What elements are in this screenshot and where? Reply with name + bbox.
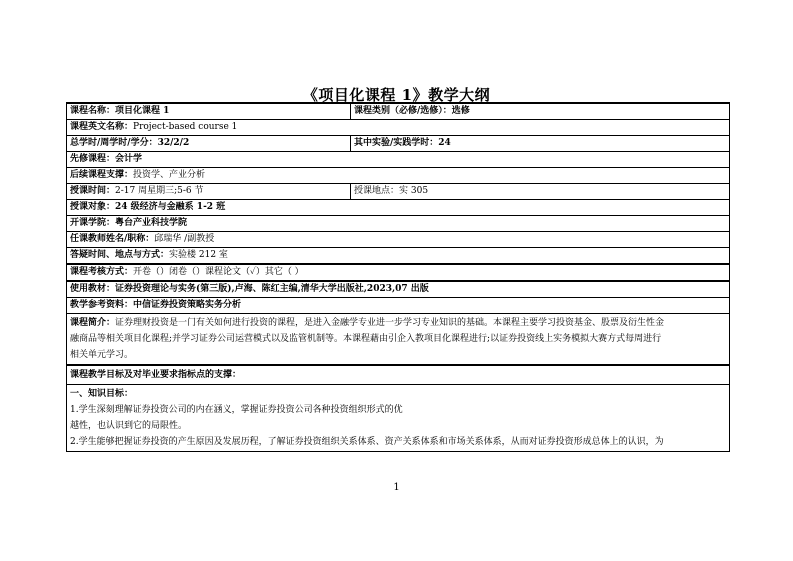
assessment-value: 开卷（）闭卷（）课程论文（✓）其它（ ） [133, 267, 304, 277]
table-row [67, 120, 730, 136]
page-number: 1 [393, 482, 400, 493]
intro-label: 课程简介： [70, 318, 116, 328]
objective-line: 2.学生能够把握证券投资的产生原因及发展历程，了解证券投资组织关系体系、资产关系体系和市场关系体系，从而对证券投资形成总体上的认识，为 [70, 437, 664, 447]
experiment-hours-label: 其中实验/实践学时： [354, 138, 439, 148]
course-name-value: 项目化课程 1 [115, 106, 170, 116]
table-row [67, 385, 730, 452]
intro-line: 融商品等相关项目化课程;并学习证券公司运营模式以及监管机制等。本课程藉由引企入教项目化课程进行;以证券投资线上实务模拟大赛方式每周进行 [70, 334, 662, 344]
table-row [67, 281, 730, 298]
course-type-label: 课程类别（必修/选修）： [354, 106, 452, 116]
reference-label: 教学参考资料： [70, 300, 134, 310]
course-name-cell [67, 103, 351, 120]
course-name-label: 课程名称： [70, 106, 116, 116]
objectives-body-cell [67, 385, 730, 452]
followup-label: 后续课程支撑： [70, 170, 134, 180]
time-cell [67, 184, 351, 200]
intro-line: 相关单元学习。 [70, 350, 134, 360]
intro-cell [67, 314, 730, 366]
time-label: 授课时间： [70, 186, 116, 196]
place-cell [351, 184, 730, 200]
table-row [67, 152, 730, 168]
qa-label: 答疑时间、地点与方式： [70, 250, 170, 260]
teacher-value: 邱瑞华 /副教授 [154, 234, 215, 244]
prerequisite-label: 先修课程： [70, 154, 116, 164]
teacher-cell [67, 232, 730, 248]
textbook-value: 证券投资理论与实务(第三版),卢海、陈红主编,清华大学出版社,2023,07 出版 [115, 284, 429, 294]
table-row [67, 264, 730, 281]
table-row [67, 232, 730, 248]
hours-value: 32/2/2 [157, 138, 190, 148]
prerequisite-cell [67, 152, 730, 168]
textbook-label: 使用教材： [70, 284, 116, 294]
table-row [67, 365, 730, 385]
textbook-cell [67, 281, 730, 298]
followup-cell [67, 168, 730, 184]
time-value: 2-17 周星期三;5-6 节 [115, 186, 204, 196]
table-row [67, 248, 730, 265]
qa-cell [67, 248, 730, 265]
english-name-value: Project-based course 1 [133, 122, 238, 132]
english-name-cell [67, 120, 730, 136]
hours-cell [67, 136, 351, 152]
college-cell [67, 216, 730, 232]
assessment-cell [67, 264, 730, 281]
followup-value: 投资学、产业分析 [133, 170, 206, 180]
table-row [67, 168, 730, 184]
objectives-label: 课程教学目标及对毕业要求指标点的支撑： [70, 370, 242, 380]
teacher-label: 任课教师姓名/职称： [70, 234, 155, 244]
intro-line [70, 315, 726, 331]
table-row [67, 136, 730, 152]
table-row [67, 103, 730, 120]
table-row [67, 298, 730, 314]
hours-label: 总学时/周学时/学分： [70, 138, 158, 148]
college-value: 粤台产业科技学院 [115, 218, 188, 228]
page-title: 《项目化课程 1》教学大纲 [302, 86, 491, 104]
table-row [67, 216, 730, 232]
course-type-value: 选修 [451, 106, 470, 116]
qa-value: 实验楼 212 室 [169, 250, 228, 260]
college-label: 开课学院： [70, 218, 116, 228]
assessment-label: 课程考核方式： [70, 267, 134, 277]
objective-line: 1.学生深刻理解证券投资公司的内在涵义，掌握证券投资公司各种投资组织形式的优 [70, 405, 403, 415]
syllabus-table [66, 102, 730, 452]
reference-cell [67, 298, 730, 314]
experiment-hours-value: 24 [438, 138, 451, 148]
reference-value: 中信证券投资策略实务分析 [133, 300, 242, 310]
target-value: 24 级经济与金融系 1-2 班 [115, 202, 226, 212]
intro-text: 证券理财投资是一门有关如何进行投资的课程，是进入金融学专业进一步学习专业知识的基础。本课程主要学习投资基金、股票及衍生性金 [115, 318, 665, 328]
table-row [67, 314, 730, 366]
objective-line: 越性，也认识到它的局限性。 [70, 421, 188, 431]
objectives-cell [67, 365, 730, 385]
knowledge-heading: 一、知识目标： [70, 389, 134, 399]
table-row [67, 184, 730, 200]
target-cell [67, 200, 730, 216]
place-value: 实 305 [399, 186, 429, 196]
table-row [67, 200, 730, 216]
target-label: 授课对象： [70, 202, 116, 212]
place-label: 授课地点： [354, 186, 400, 196]
prerequisite-value: 会计学 [115, 154, 143, 164]
experiment-hours-cell [351, 136, 730, 152]
course-type-cell [351, 103, 730, 120]
english-name-label: 课程英文名称： [70, 122, 134, 132]
